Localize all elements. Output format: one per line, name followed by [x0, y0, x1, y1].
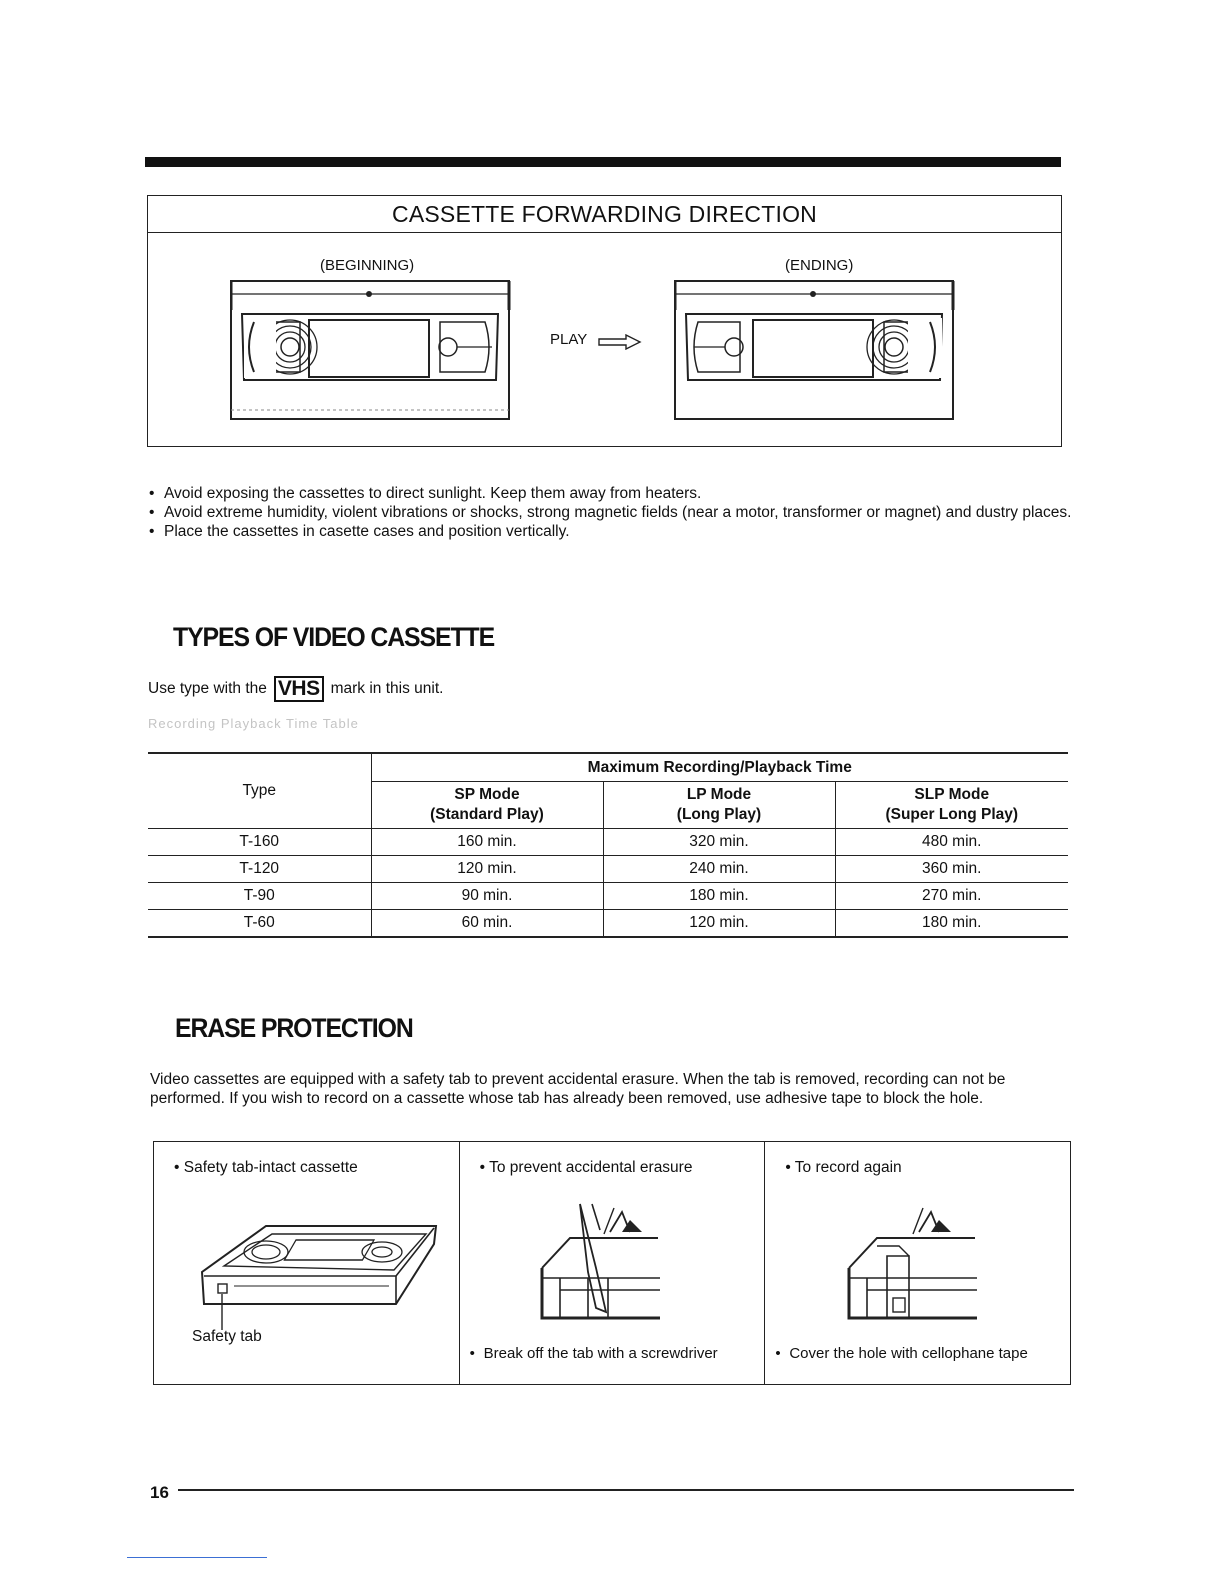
top-rule	[145, 157, 1061, 167]
play-label: PLAY	[550, 331, 588, 348]
use-type-suffix: mark in this unit.	[330, 680, 444, 697]
page-number: 16	[150, 1483, 169, 1502]
beginning-label: (BEGINNING)	[320, 257, 415, 274]
care-instructions	[147, 484, 1072, 541]
forwarding-title: CASSETTE FORWARDING DIRECTION	[148, 196, 1061, 233]
forwarding-direction-box	[147, 195, 1062, 447]
table-row: T-160 160 min. 320 min. 480 min.	[148, 829, 1068, 856]
panel-title: • Safety tab-intact cassette	[174, 1159, 358, 1176]
care-bullet: • Avoid exposing the cassettes to direct sunlight. Keep them away from heaters.	[147, 484, 1072, 503]
care-bullet: • Place the cassettes in casette cases and position vertically.	[147, 522, 1072, 541]
panel-safety-tab-intact	[154, 1142, 459, 1384]
table-row: T-90 90 min. 180 min. 270 min.	[148, 883, 1068, 910]
cassette-perspective-illustration	[194, 1214, 444, 1344]
cassette-beginning-illustration	[230, 280, 512, 422]
safety-tab-label: Safety tab	[192, 1328, 262, 1345]
vhs-logo: VHS	[274, 676, 324, 702]
panel-caption: • Break off the tab with a screwdriver	[469, 1345, 718, 1362]
sp-mode-header: SP Mode (Standard Play)	[371, 782, 603, 829]
erase-heading: ERASE PROTECTION	[175, 1013, 413, 1043]
care-bullet: • Avoid extreme humidity, violent vibrations or shocks, strong magnetic fields (near a motor, transformer or magnet) and dustry places.	[147, 503, 1072, 522]
recording-time-table	[148, 752, 1068, 938]
play-arrow-icon	[598, 334, 642, 350]
table-row: T-120 120 min. 240 min. 360 min.	[148, 856, 1068, 883]
erase-panels	[153, 1141, 1071, 1385]
panel-title: • To record again	[785, 1159, 902, 1176]
use-type-line	[148, 676, 443, 702]
footer-link-underline	[127, 1557, 267, 1558]
screwdriver-illustration	[530, 1190, 690, 1340]
lp-mode-header: LP Mode (Long Play)	[603, 782, 835, 829]
bottom-rule	[178, 1489, 1074, 1491]
panel-record-again	[764, 1142, 1070, 1384]
ending-label: (ENDING)	[785, 257, 854, 274]
panel-caption: • Cover the hole with cellophane tape	[775, 1345, 1028, 1362]
cassette-ending-illustration	[674, 280, 956, 422]
use-type-prefix: Use type with the	[148, 680, 267, 697]
table-row: T-60 60 min. 120 min. 180 min.	[148, 910, 1068, 938]
faint-caption: Recording Playback Time Table	[148, 716, 359, 731]
tape-cover-illustration	[837, 1190, 997, 1340]
group-header: Maximum Recording/Playback Time	[371, 753, 1068, 782]
type-header: Type	[148, 753, 371, 829]
erase-description: Video cassettes are equipped with a safety tab to prevent accidental erasure. When the tab is removed, recording can not be performed. If you wish to record on a cassette whose tab has already been removed, use adhesive tape to block the hole.	[150, 1071, 1006, 1107]
panel-prevent-erasure	[459, 1142, 765, 1384]
panel-title: • To prevent accidental erasure	[479, 1159, 693, 1176]
types-heading: TYPES OF VIDEO CASSETTE	[173, 622, 495, 652]
slp-mode-header: SLP Mode (Super Long Play)	[835, 782, 1068, 829]
